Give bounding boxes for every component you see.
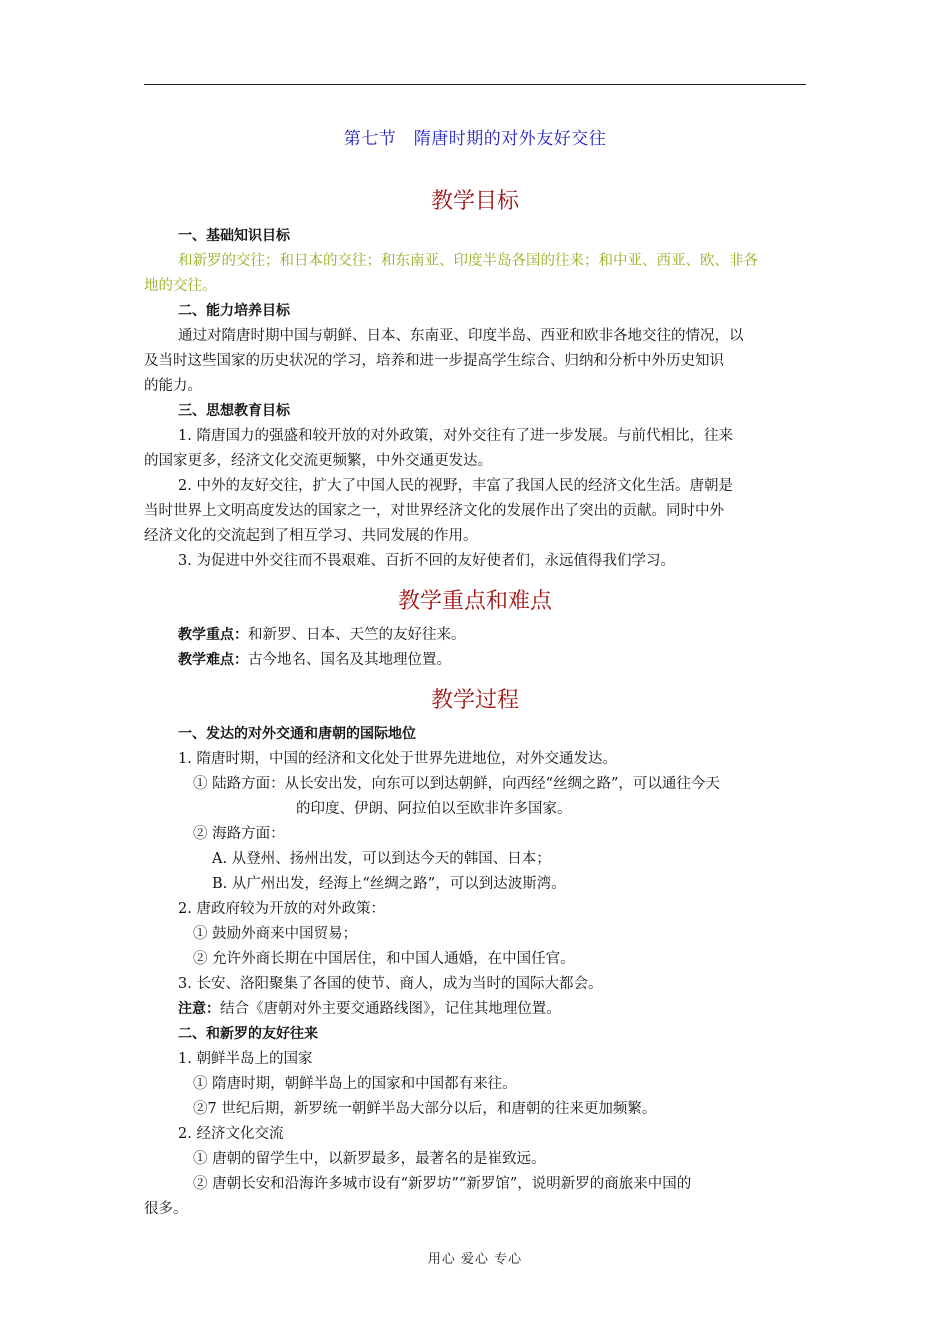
basic-knowledge-line: 和新罗的交往；和日本的交往；和东南亚、印度半岛各国的往来；和中亚、西亚、欧、非各 — [178, 253, 758, 269]
process-line: 1. 隋唐时期，中国的经济和文化处于世界先进地位，对外交通发达。 — [178, 751, 617, 767]
process-line: 1. 朝鲜半岛上的国家 — [178, 1051, 313, 1067]
page-footer: 用心 爱心 专心 — [427, 1252, 523, 1267]
ability-line: 通过对隋唐时期中国与朝鲜、日本、东南亚、印度半岛、西亚和欧非各地交往的情况，以 — [178, 328, 744, 344]
basic-knowledge-heading: 一、基础知识目标 — [178, 228, 290, 244]
process-line: 2. 经济文化交流 — [178, 1126, 284, 1142]
process-line: ① 陆路方面：从长安出发，向东可以到达朝鲜，向西经“丝绸之路”，可以通往今天 — [193, 776, 720, 792]
process-section-heading: 二、和新罗的友好往来 — [178, 1026, 318, 1042]
process-line: 2. 唐政府较为开放的对外政策： — [178, 901, 385, 917]
process-line: B. 从广州出发，经海上“丝绸之路”，可以到达波斯湾。 — [212, 876, 566, 892]
ability-line: 的能力。 — [144, 378, 202, 394]
process-line: 的印度、伊朗、阿拉伯以至欧非许多国家。 — [296, 801, 572, 817]
key-point-label: 教学重点： — [178, 627, 248, 643]
process-line: ② 唐朝长安和沿海许多城市设有“新罗坊”“新罗馆”，说明新罗的商旅来中国的 — [193, 1176, 692, 1192]
key-point-text: 和新罗、日本、天竺的友好往来。 — [248, 627, 466, 643]
difficulty-label: 教学难点： — [178, 652, 248, 668]
note-label: 注意： — [178, 1001, 220, 1017]
moral-line: 当时世界上文明高度发达的国家之一，对世界经济文化的发展作出了突出的贡献。同时中外 — [144, 503, 724, 519]
ability-heading: 二、能力培养目标 — [178, 303, 290, 319]
moral-line: 1. 隋唐国力的强盛和较开放的对外政策，对外交往有了进一步发展。与前代相比，往来 — [178, 428, 733, 444]
basic-knowledge-line: 地的交往。 — [144, 278, 217, 294]
keypoints-heading: 教学重点和难点 — [397, 589, 552, 614]
process-line: ② 海路方面： — [193, 826, 285, 842]
moral-line: 经济文化的交流起到了相互学习、共同发展的作用。 — [144, 528, 478, 544]
section-title: 第七节 隋唐时期的对外友好交往 — [343, 129, 607, 149]
header-rule — [144, 84, 806, 85]
moral-heading: 三、思想教育目标 — [178, 403, 290, 419]
key-point-line — [178, 623, 840, 648]
goals-heading: 教学目标 — [430, 189, 519, 214]
process-line: A. 从登州、扬州出发，可以到达今天的韩国、日本； — [212, 851, 551, 867]
process-line: ②7 世纪后期，新罗统一朝鲜半岛大部分以后，和唐朝的往来更加频繁。 — [193, 1101, 657, 1117]
process-line: 很多。 — [144, 1201, 188, 1217]
process-section-heading: 一、发达的对外交通和唐朝的国际地位 — [178, 726, 416, 742]
process-line: 3. 长安、洛阳聚集了各国的使节、商人，成为当时的国际大都会。 — [178, 976, 603, 992]
difficulty-line — [178, 648, 840, 673]
note-text: 结合《唐朝对外主要交通路线图》，记住其地理位置。 — [220, 1001, 561, 1017]
process-line: ① 鼓励外商来中国贸易； — [193, 926, 358, 942]
process-line: ② 允许外商长期在中国居住，和中国人通婚，在中国任官。 — [193, 951, 575, 967]
moral-line: 2. 中外的友好交往，扩大了中国人民的视野，丰富了我国人民的经济文化生活。唐朝是 — [178, 478, 733, 494]
ability-line: 及当时这些国家的历史状况的学习，培养和进一步提高学生综合、归纳和分析中外历史知识 — [144, 353, 724, 369]
moral-line: 3. 为促进中外交往而不畏艰难、百折不回的友好使者们，永远值得我们学习。 — [178, 553, 675, 569]
moral-line: 的国家更多，经济文化交流更频繁，中外交通更发达。 — [144, 453, 492, 469]
process-line: ① 隋唐时期，朝鲜半岛上的国家和中国都有来往。 — [193, 1076, 517, 1092]
note-line — [178, 997, 840, 1022]
process-heading: 教学过程 — [430, 688, 519, 713]
process-line: ① 唐朝的留学生中，以新罗最多，最著名的是崔致远。 — [193, 1151, 546, 1167]
difficulty-text: 古今地名、国名及其地理位置。 — [248, 652, 451, 668]
